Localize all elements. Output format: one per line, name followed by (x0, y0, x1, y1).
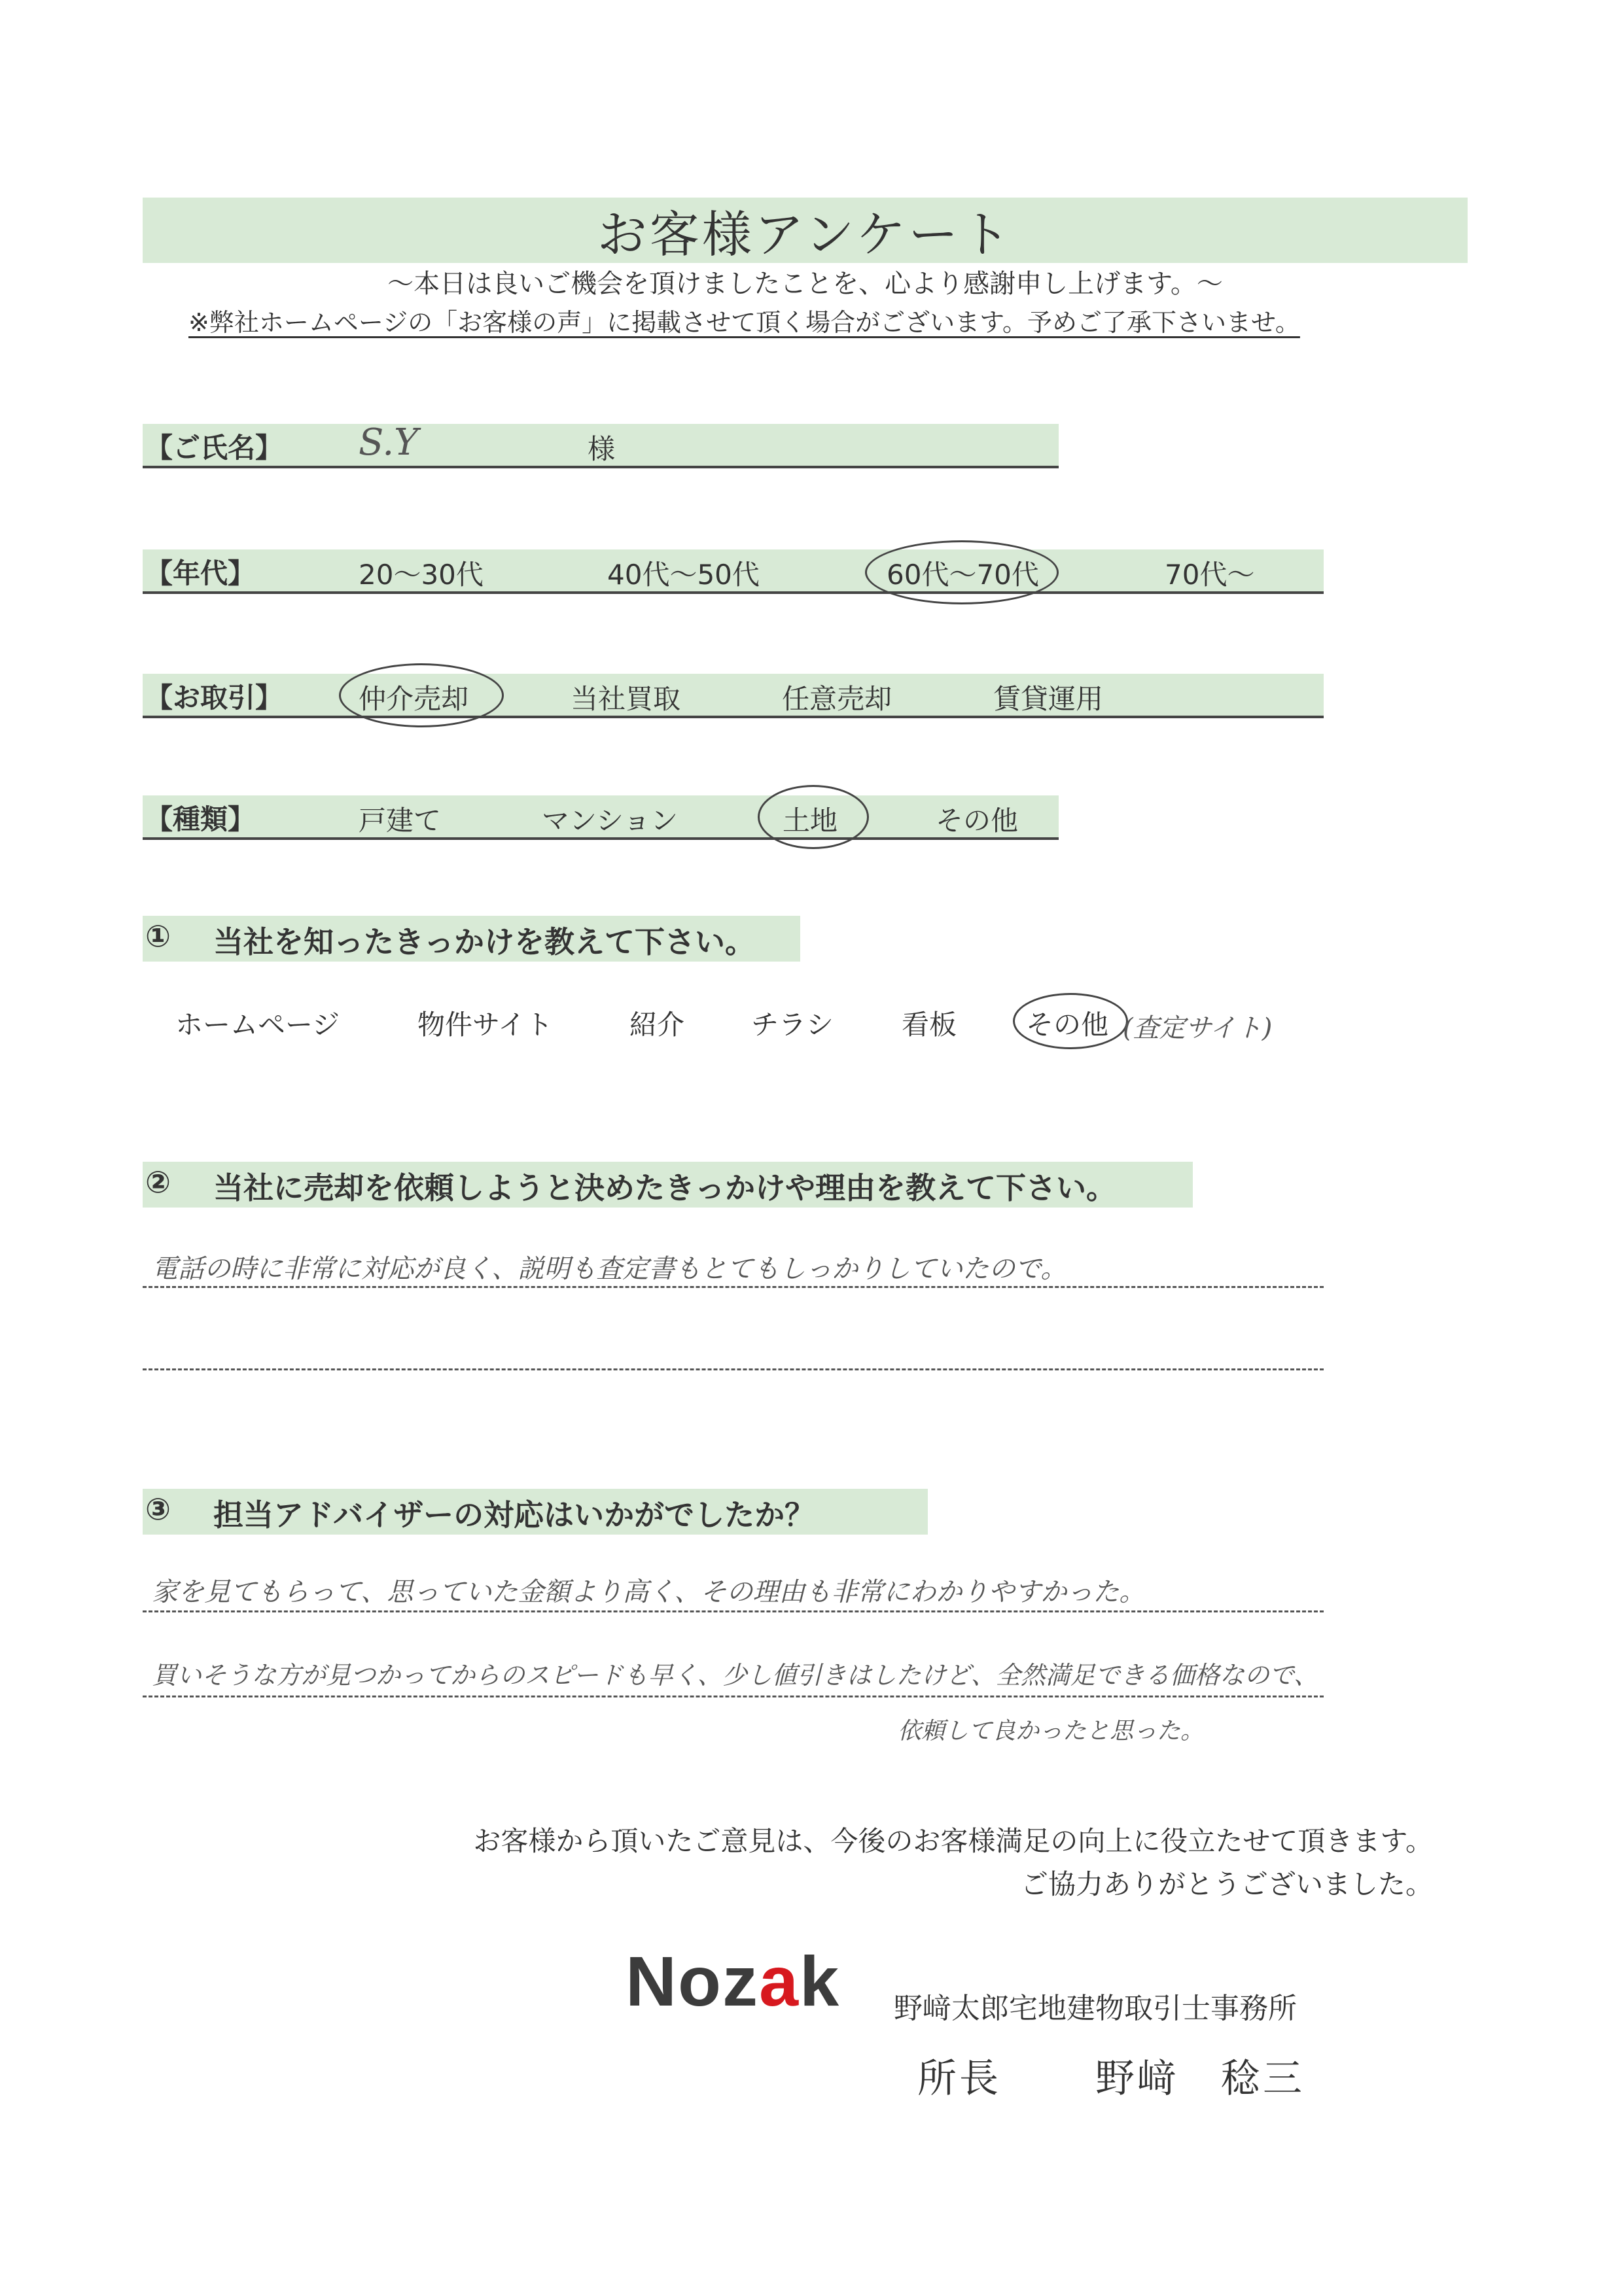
q3-answer-line-2[interactable]: 買いそうな方が見つかってからのスピードも早く、少し値引きはしたけど、全然満足できる価格なので、 (152, 1661, 1318, 1690)
age-label: 【年代】 (145, 557, 256, 589)
transaction-option-3[interactable]: 任意売却 (782, 683, 892, 715)
name-value[interactable]: S.Y (359, 421, 419, 464)
q1-selected-circle (1013, 993, 1128, 1049)
logo-text-3: k (800, 1941, 841, 2021)
age-option-2[interactable]: 40代～50代 (607, 559, 760, 591)
transaction-option-2[interactable]: 当社買取 (571, 683, 681, 715)
age-option-3[interactable]: 60代～70代 (887, 559, 1039, 591)
logo-text-1: Noz (626, 1941, 759, 2021)
q2-number: ② (145, 1164, 171, 1200)
age-option-1[interactable]: 20～30代 (359, 559, 484, 591)
q2-answer-line-1[interactable]: 電話の時に非常に対応が良く、説明も査定書もとてもしっかりしていたので。 (152, 1254, 1067, 1284)
q1-option-4[interactable]: チラシ (751, 1009, 834, 1041)
q1-title: 当社を知ったきっかけを教えて下さい。 (213, 924, 755, 960)
greeting-text: ～本日は良いご機会を頂けましたことを、心より感謝申し上げます。～ (387, 269, 1223, 299)
q1-option-2[interactable]: 物件サイト (417, 1009, 554, 1041)
transaction-option-4[interactable]: 賃貸運用 (993, 683, 1104, 715)
q1-other-note[interactable]: (査定サイト) (1123, 1013, 1273, 1043)
logo-text-2: a (758, 1941, 800, 2021)
type-label: 【種類】 (145, 803, 256, 835)
transaction-band (143, 674, 1324, 716)
q2-dashed-line-2 (143, 1368, 1324, 1370)
q1-option-1[interactable]: ホームページ (175, 1009, 340, 1041)
transaction-underline (143, 716, 1324, 718)
notice-text: ※弊社ホームページの「お客様の声」に掲載させて頂く場合がございます。予めご了承下さいませ。 (188, 308, 1300, 337)
q3-answer-line-3[interactable]: 依頼して良かったと思った。 (898, 1718, 1205, 1745)
q1-option-6[interactable]: その他 (1026, 1009, 1109, 1041)
age-option-4[interactable]: 70代～ (1165, 559, 1255, 591)
name-suffix: 様 (588, 433, 616, 465)
type-option-2[interactable]: マンション (542, 805, 679, 837)
q3-title: 担当アドバイザーの対応はいかがでしたか？ (213, 1497, 815, 1533)
transaction-label: 【お取引】 (145, 682, 283, 714)
type-option-4[interactable]: その他 (936, 805, 1019, 837)
q2-title: 当社に売却を依頼しようと決めたきっかけや理由を教えて下さい。 (213, 1170, 1116, 1206)
closing-line-1: お客様から頂いたご意見は、今後のお客様満足の向上に役立たせて頂きます。 (473, 1825, 1433, 1857)
survey-title: お客様アンケート (597, 205, 1014, 264)
q3-dashed-line-2 (143, 1696, 1324, 1697)
closing-line-2: ご協力ありがとうございました。 (1020, 1868, 1433, 1900)
q3-number: ③ (145, 1491, 171, 1527)
q3-dashed-line-1 (143, 1610, 1324, 1612)
director-title: 所長 (917, 2056, 1001, 2102)
q1-number: ① (145, 918, 171, 954)
transaction-option-1[interactable]: 仲介売却 (359, 683, 469, 715)
q1-option-5[interactable]: 看板 (902, 1009, 957, 1041)
age-underline (143, 591, 1324, 594)
name-underline (143, 466, 1059, 468)
office-name: 野﨑太郎宅地建物取引士事務所 (894, 1992, 1297, 2025)
age-selected-circle (865, 540, 1059, 604)
name-label: 【ご氏名】 (145, 432, 283, 464)
director-name: 野﨑 稔三 (1095, 2056, 1305, 2102)
q1-option-3[interactable]: 紹介 (629, 1009, 685, 1041)
type-option-1[interactable]: 戸建て (359, 805, 442, 837)
nozak-logo (626, 1940, 840, 2022)
q2-dashed-line-1 (143, 1286, 1324, 1288)
type-underline (143, 837, 1059, 840)
type-option-3[interactable]: 土地 (783, 805, 838, 837)
q3-answer-line-1[interactable]: 家を見てもらって、思っていた金額より高く、その理由も非常にわかりやすかった。 (152, 1577, 1146, 1607)
